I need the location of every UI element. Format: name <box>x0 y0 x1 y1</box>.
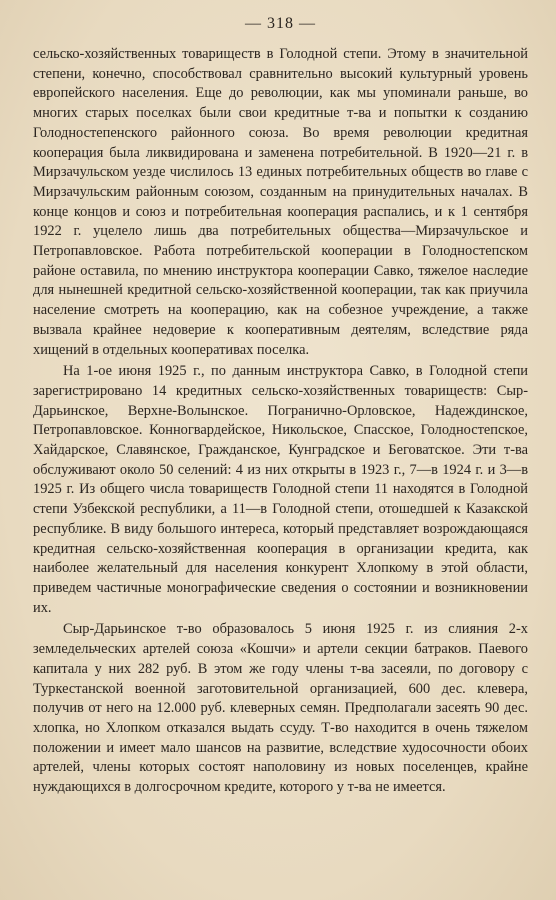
paragraph-1: сельско-хозяйственных товариществ в Голодной степи. Этому в значительной степени, конечно, способствовал сравнительно высокий культурный уровень европейского населения. Еще до революции, как мы упоминали раньше, во многих старых поселках были свои кредитные т-ва и попытки к созданию Голодностепенского районного союза. Во время революции кредитная кооперация была ликвидирована и заменена потребительной. В 1920—21 г. в Мирзачульском уезде числилось 13 единых потребительных обществ во главе с Мирзачульским районным союзом, созданным на принудительных началах. В конце концов и союз и потребительная кооперация распались, и к 1 сентября 1922 г. уцелело лишь два потребительных общества—Мирзачульское и Петропавловское. Работа потребительской кооперации в Голодностепском районе оставила, по мнению инструктора кооперации Савко, тяжелое наследие для нынешней кредитной сельско-хозяйственной кооперации, так как приучила население смотреть на кооперацию, как на собезное учреждение, а также вызвала крайнее недоверие к кооперативным деятелям, вследствие ряда хищений в отдельных кооперативах поселка. <box>33 46 528 358</box>
paragraph-2: На 1-ое июня 1925 г., по данным инструктора Савко, в Голодной степи зарегистрировано 14 кредитных сельско-хозяйственных товариществ: Сыр-Дарьинское, Верхне-Волынское. Погранично-Орловское, Надеждинское, Петропавловское. Конногвардейское, Никольское, Спасское, Голодностепское, Хайдарское, Славянское, Гражданское, Кунградское и Беговатское. Эти т-ва обслуживают около 50 селений: 4 из них открыты в 1923 г., 7—в 1924 г. и 3—в 1925 г. Из общего числа товариществ Голодной степи 11 находятся в Голодной степи Узбекской республики, а 11—в Голодной степи, отошедшей к Казакской республике. В виду большого интереса, который представляет возрождающаяся кредитная сельско-хозяйственная кооперация в организации кредита, как наиболее желательный для населения конкурент Хлопкому в этой области, приведем частичные монографические сведения о состоянии и возникновении их. <box>33 363 528 616</box>
paragraph-3: Сыр-Дарьинское т-во образовалось 5 июня 1925 г. из слияния 2-х земледельческих артелей союза «Кошчи» и артели секции батраков. Паевого капитала у них 282 руб. В этом же году члены т-ва засеяли, по договору с Туркестанской военной заготовительной организацией, 600 дес. клевера, получив от него на 12.000 руб. клеверных семян. Предполагали засеять 90 дес. хлопка, но Хлопком отказался выдать ссуду. Т-во находится в очень тяжелом положении и имеет мало шансов на развитие, вследствие худосочности обоих артелей, члены которых состоят наполовину из новых поселенцев, крайне нуждающихся в долгосрочном кредите, которого у т-ва не имеется. <box>33 621 528 796</box>
page-number: — 318 — <box>245 15 316 32</box>
